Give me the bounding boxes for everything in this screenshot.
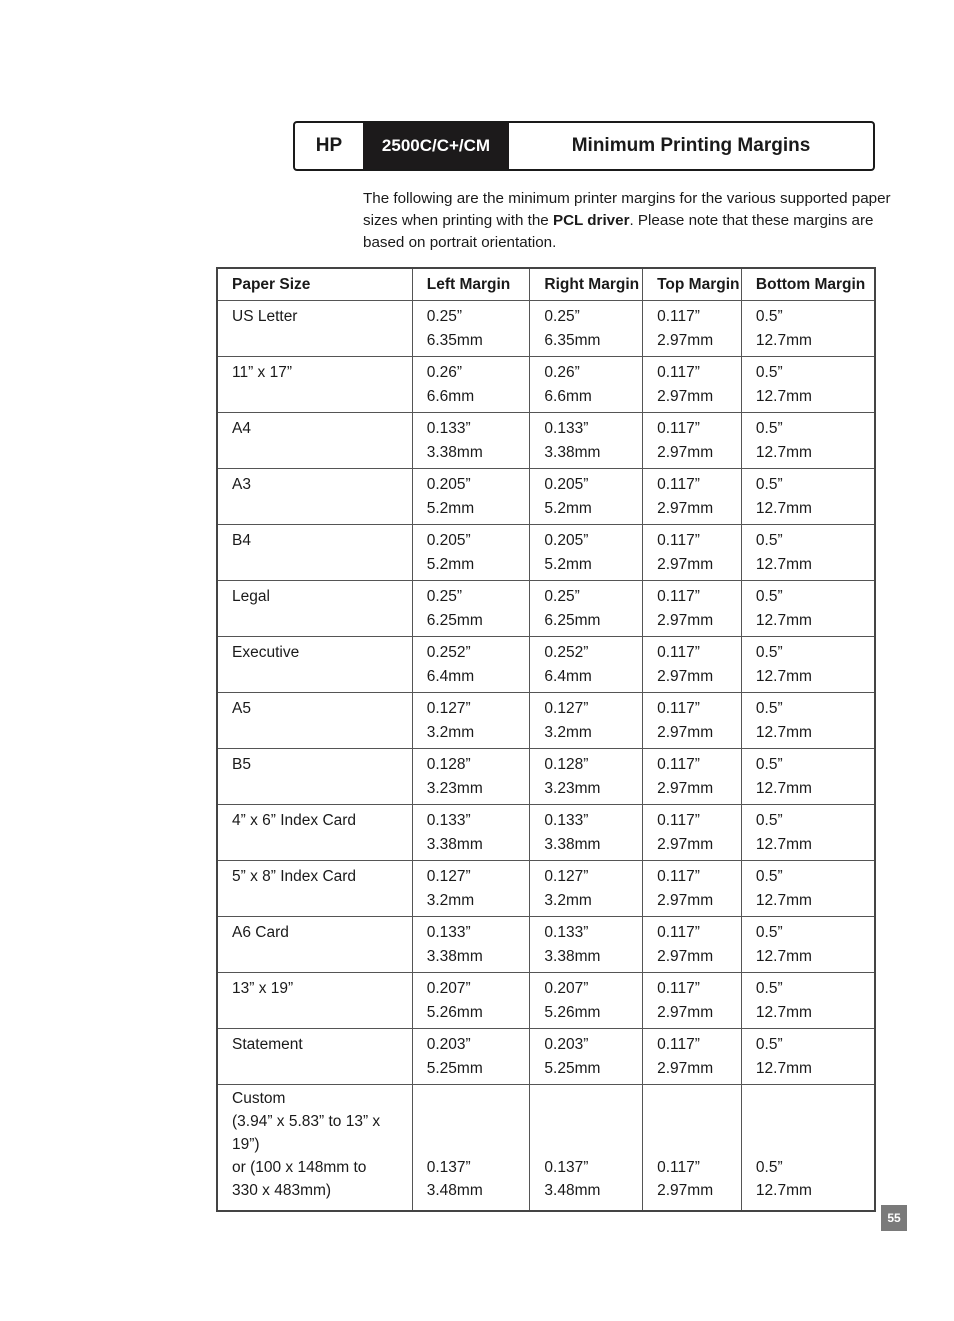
inch-value: 0.133” <box>426 812 471 829</box>
mm-value: 3.23mm <box>426 780 483 797</box>
inch-value: 0.5” <box>755 756 783 773</box>
mm-value: 3.38mm <box>544 948 601 965</box>
paper-size-cell: 4” x 6” Index Card <box>217 805 412 861</box>
bottom-margin-cell <box>741 973 875 1029</box>
paper-size-cell: A6 Card <box>217 917 412 973</box>
custom-size-line: (3.94” x 5.83” to 13” x 19”) <box>232 1113 381 1153</box>
mm-value: 5.2mm <box>544 500 592 517</box>
inch-value: 0.5” <box>755 308 783 325</box>
top-margin-cell <box>643 637 742 693</box>
mm-value: 12.7mm <box>755 444 812 461</box>
mm-value: 5.2mm <box>544 556 592 573</box>
inch-value: 0.133” <box>544 812 589 829</box>
inch-value: 0.117” <box>657 924 700 941</box>
right-margin-cell <box>530 1085 643 1212</box>
inch-value: 0.117” <box>657 364 700 381</box>
left-margin-cell <box>412 861 530 917</box>
paper-size-cell: Statement <box>217 1029 412 1085</box>
left-margin-cell <box>412 357 530 413</box>
inch-value: 0.207” <box>426 980 471 997</box>
inch-value: 0.205” <box>544 532 589 549</box>
top-margin-cell <box>643 581 742 637</box>
custom-size-line: 330 x 483mm) <box>232 1182 332 1199</box>
inch-value: 0.137” <box>544 1159 589 1176</box>
bottom-margin-cell <box>741 357 875 413</box>
top-margin-cell <box>643 749 742 805</box>
inch-value: 0.5” <box>755 420 783 437</box>
mm-value: 12.7mm <box>755 1004 812 1021</box>
table-row <box>217 1029 875 1085</box>
table-row <box>217 301 875 357</box>
mm-value: 2.97mm <box>657 556 714 573</box>
right-margin-cell <box>530 413 643 469</box>
col-paper-size: Paper Size <box>217 268 412 301</box>
inch-value: 0.25” <box>544 588 580 605</box>
table-row <box>217 525 875 581</box>
mm-value: 6.6mm <box>544 388 592 405</box>
bottom-margin-cell <box>741 1029 875 1085</box>
mm-value: 12.7mm <box>755 668 812 685</box>
inch-value: 0.5” <box>755 700 783 717</box>
paper-size-cell: Legal <box>217 581 412 637</box>
mm-value: 2.97mm <box>657 780 714 797</box>
bottom-margin-cell <box>741 693 875 749</box>
mm-value: 2.97mm <box>657 444 714 461</box>
table-row <box>217 637 875 693</box>
mm-value: 12.7mm <box>755 612 812 629</box>
inch-value: 0.205” <box>544 476 589 493</box>
table-row <box>217 357 875 413</box>
mm-value: 3.38mm <box>544 444 601 461</box>
col-top-margin: Top Margin <box>643 268 742 301</box>
inch-value: 0.5” <box>755 1159 783 1176</box>
inch-value: 0.117” <box>657 532 700 549</box>
left-margin-cell <box>412 973 530 1029</box>
inch-value: 0.252” <box>426 644 471 661</box>
top-margin-cell <box>643 413 742 469</box>
table-row <box>217 861 875 917</box>
mm-value: 6.6mm <box>426 388 475 405</box>
mm-value: 5.25mm <box>544 1060 601 1077</box>
intro-paragraph <box>363 188 898 254</box>
custom-size-line: Custom <box>232 1090 286 1107</box>
table-row <box>217 805 875 861</box>
mm-value: 12.7mm <box>755 1182 812 1199</box>
left-margin-cell <box>412 805 530 861</box>
table-row-custom <box>217 1085 875 1212</box>
inch-value: 0.5” <box>755 868 783 885</box>
inch-value: 0.25” <box>426 308 463 325</box>
right-margin-cell <box>530 917 643 973</box>
top-margin-cell <box>643 1029 742 1085</box>
right-margin-cell <box>530 805 643 861</box>
inch-value: 0.133” <box>544 420 589 437</box>
left-margin-cell <box>412 749 530 805</box>
inch-value: 0.5” <box>755 924 783 941</box>
mm-value: 5.26mm <box>544 1004 601 1021</box>
top-margin-cell <box>643 469 742 525</box>
mm-value: 3.48mm <box>426 1182 483 1199</box>
inch-value: 0.203” <box>426 1036 471 1053</box>
mm-value: 5.2mm <box>426 556 475 573</box>
intro-text-2: . Please note that these margins are based on portrait orientation. <box>363 212 874 251</box>
mm-value: 12.7mm <box>755 948 812 965</box>
mm-value: 2.97mm <box>657 892 714 909</box>
mm-value: 3.2mm <box>544 724 592 741</box>
inch-value: 0.117” <box>657 1159 700 1176</box>
custom-size-line: or (100 x 148mm to <box>232 1159 367 1176</box>
left-margin-cell <box>412 525 530 581</box>
left-margin-cell <box>412 637 530 693</box>
mm-value: 12.7mm <box>755 724 812 741</box>
right-margin-cell <box>530 357 643 413</box>
bottom-margin-cell <box>741 917 875 973</box>
right-margin-cell <box>530 301 643 357</box>
mm-value: 2.97mm <box>657 948 714 965</box>
paper-size-cell: Executive <box>217 637 412 693</box>
bottom-margin-cell <box>741 413 875 469</box>
inch-value: 0.5” <box>755 476 783 493</box>
inch-value: 0.252” <box>544 644 589 661</box>
left-margin-cell <box>412 917 530 973</box>
mm-value: 3.38mm <box>426 444 483 461</box>
right-margin-cell <box>530 973 643 1029</box>
inch-value: 0.133” <box>426 420 471 437</box>
mm-value: 3.38mm <box>426 836 483 853</box>
inch-value: 0.5” <box>755 980 783 997</box>
mm-value: 2.97mm <box>657 724 714 741</box>
mm-value: 6.4mm <box>544 668 592 685</box>
top-margin-cell <box>643 693 742 749</box>
paper-size-cell: 13” x 19” <box>217 973 412 1029</box>
bottom-margin-cell <box>741 525 875 581</box>
col-left-margin: Left Margin <box>412 268 530 301</box>
header-brand: HP <box>315 135 343 156</box>
top-margin-cell <box>643 301 742 357</box>
mm-value: 2.97mm <box>657 612 714 629</box>
inch-value: 0.25” <box>544 308 580 325</box>
inch-value: 0.127” <box>426 868 471 885</box>
inch-value: 0.117” <box>657 588 700 605</box>
intro-text-1: The following are the minimum printer margins for the various supported paper sizes when printing with the <box>363 190 891 229</box>
left-margin-cell <box>412 301 530 357</box>
inch-value: 0.117” <box>657 420 700 437</box>
inch-value: 0.117” <box>657 1036 700 1053</box>
inch-value: 0.5” <box>755 1036 783 1053</box>
inch-value: 0.205” <box>426 476 471 493</box>
mm-value: 3.48mm <box>544 1182 601 1199</box>
mm-value: 3.2mm <box>426 724 475 741</box>
paper-size-cell: 11” x 17” <box>217 357 412 413</box>
right-margin-cell <box>530 525 643 581</box>
bottom-margin-cell <box>741 861 875 917</box>
mm-value: 3.38mm <box>426 948 483 965</box>
inch-value: 0.117” <box>657 868 700 885</box>
mm-value: 6.25mm <box>544 612 601 629</box>
inch-value: 0.5” <box>755 644 783 661</box>
section-header <box>293 121 875 171</box>
paper-size-cell: B5 <box>217 749 412 805</box>
mm-value: 2.97mm <box>657 332 714 349</box>
right-margin-cell <box>530 693 643 749</box>
table-header-row <box>217 268 875 301</box>
mm-value: 2.97mm <box>657 1182 714 1199</box>
paper-size-cell: A5 <box>217 693 412 749</box>
table-row <box>217 693 875 749</box>
paper-size-cell <box>217 1085 412 1212</box>
mm-value: 3.23mm <box>544 780 601 797</box>
mm-value: 2.97mm <box>657 500 714 517</box>
inch-value: 0.5” <box>755 588 783 605</box>
paper-size-cell: A4 <box>217 413 412 469</box>
mm-value: 12.7mm <box>755 892 812 909</box>
table-row <box>217 973 875 1029</box>
top-margin-cell <box>643 973 742 1029</box>
paper-size-cell: A3 <box>217 469 412 525</box>
mm-value: 12.7mm <box>755 332 812 349</box>
inch-value: 0.117” <box>657 476 700 493</box>
right-margin-cell <box>530 581 643 637</box>
top-margin-cell <box>643 1085 742 1212</box>
mm-value: 12.7mm <box>755 388 812 405</box>
left-margin-cell <box>412 581 530 637</box>
inch-value: 0.117” <box>657 756 700 773</box>
mm-value: 3.38mm <box>544 836 601 853</box>
margins-table <box>216 267 876 1212</box>
top-margin-cell <box>643 357 742 413</box>
mm-value: 6.4mm <box>426 668 475 685</box>
inch-value: 0.117” <box>657 308 700 325</box>
mm-value: 3.2mm <box>426 892 475 909</box>
mm-value: 6.25mm <box>426 612 483 629</box>
mm-value: 3.2mm <box>544 892 592 909</box>
mm-value: 2.97mm <box>657 388 714 405</box>
inch-value: 0.25” <box>426 588 463 605</box>
inch-value: 0.203” <box>544 1036 589 1053</box>
top-margin-cell <box>643 917 742 973</box>
bottom-margin-cell <box>741 469 875 525</box>
inch-value: 0.117” <box>657 700 700 717</box>
mm-value: 2.97mm <box>657 836 714 853</box>
bottom-margin-cell <box>741 749 875 805</box>
inch-value: 0.128” <box>544 756 589 773</box>
inch-value: 0.133” <box>426 924 471 941</box>
left-margin-cell <box>412 693 530 749</box>
right-margin-cell <box>530 1029 643 1085</box>
bottom-margin-cell <box>741 805 875 861</box>
left-margin-cell <box>412 413 530 469</box>
right-margin-cell <box>530 637 643 693</box>
table-row <box>217 749 875 805</box>
page-number: 55 <box>881 1205 907 1231</box>
paper-size-cell: 5” x 8” Index Card <box>217 861 412 917</box>
top-margin-cell <box>643 525 742 581</box>
right-margin-cell <box>530 749 643 805</box>
table-row <box>217 413 875 469</box>
top-margin-cell <box>643 805 742 861</box>
right-margin-cell <box>530 469 643 525</box>
mm-value: 12.7mm <box>755 556 812 573</box>
inch-value: 0.117” <box>657 644 700 661</box>
bottom-margin-cell <box>741 1085 875 1212</box>
mm-value: 12.7mm <box>755 836 812 853</box>
top-margin-cell <box>643 861 742 917</box>
bottom-margin-cell <box>741 637 875 693</box>
bottom-margin-cell <box>741 581 875 637</box>
page-title: Minimum Printing Margins <box>571 135 811 156</box>
table-row <box>217 581 875 637</box>
mm-value: 12.7mm <box>755 500 812 517</box>
inch-value: 0.26” <box>544 364 580 381</box>
mm-value: 12.7mm <box>755 1060 812 1077</box>
inch-value: 0.205” <box>426 532 471 549</box>
bottom-margin-cell <box>741 301 875 357</box>
mm-value: 12.7mm <box>755 780 812 797</box>
table-row <box>217 917 875 973</box>
left-margin-cell <box>412 1029 530 1085</box>
inch-value: 0.127” <box>544 868 589 885</box>
mm-value: 2.97mm <box>657 668 714 685</box>
header-model: 2500C/C+/CM <box>363 123 509 169</box>
col-right-margin: Right Margin <box>530 268 643 301</box>
inch-value: 0.128” <box>426 756 471 773</box>
inch-value: 0.127” <box>544 700 589 717</box>
inch-value: 0.5” <box>755 812 783 829</box>
left-margin-cell <box>412 469 530 525</box>
right-margin-cell <box>530 861 643 917</box>
inch-value: 0.5” <box>755 364 783 381</box>
inch-value: 0.117” <box>657 812 700 829</box>
paper-size-cell: US Letter <box>217 301 412 357</box>
mm-value: 5.2mm <box>426 500 475 517</box>
col-bottom-margin: Bottom Margin <box>741 268 875 301</box>
mm-value: 2.97mm <box>657 1060 714 1077</box>
inch-value: 0.137” <box>426 1159 471 1176</box>
inch-value: 0.117” <box>657 980 700 997</box>
mm-value: 5.25mm <box>426 1060 483 1077</box>
mm-value: 6.35mm <box>426 332 483 349</box>
intro-bold: PCL driver <box>552 212 630 229</box>
table-row <box>217 469 875 525</box>
inch-value: 0.127” <box>426 700 471 717</box>
mm-value: 2.97mm <box>657 1004 714 1021</box>
table-body <box>217 301 875 1212</box>
inch-value: 0.26” <box>426 364 463 381</box>
inch-value: 0.5” <box>755 532 783 549</box>
left-margin-cell <box>412 1085 530 1212</box>
inch-value: 0.133” <box>544 924 589 941</box>
mm-value: 6.35mm <box>544 332 601 349</box>
inch-value: 0.207” <box>544 980 589 997</box>
paper-size-cell: B4 <box>217 525 412 581</box>
mm-value: 5.26mm <box>426 1004 483 1021</box>
